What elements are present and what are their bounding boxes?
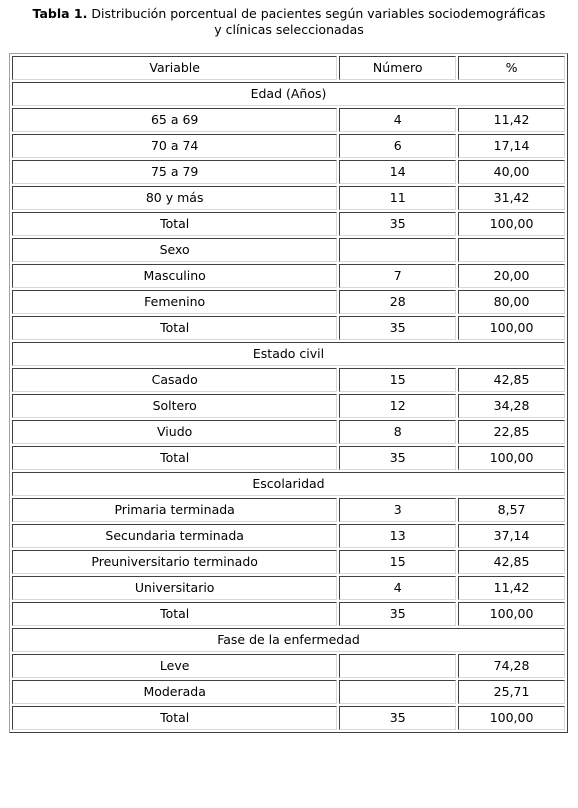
table-row (12, 680, 565, 704)
caption-text: Distribución porcentual de pacientes según variables sociodemográficas (91, 6, 546, 21)
table-header-row (12, 56, 565, 80)
cell-numero: 35 (339, 212, 456, 236)
cell-percent: 11,42 (458, 576, 565, 600)
table-row (12, 108, 565, 132)
section-label: Estado civil (12, 342, 565, 366)
table-row (12, 368, 565, 392)
table-row (12, 316, 565, 340)
cell-numero: 35 (339, 316, 456, 340)
cell-numero: 15 (339, 550, 456, 574)
cell-percent: 25,71 (458, 680, 565, 704)
cell-percent: 22,85 (458, 420, 565, 444)
caption-text-line2: y clínicas seleccionadas (214, 22, 364, 37)
cell-numero: 6 (339, 134, 456, 158)
caption-label: Tabla 1. (32, 6, 88, 21)
table-row (12, 524, 565, 548)
header-percent: % (458, 56, 565, 80)
cell-percent: 34,28 (458, 394, 565, 418)
cell-variable: Femenino (12, 290, 337, 314)
cell-variable: 80 y más (12, 186, 337, 210)
table-row (12, 654, 565, 678)
cell-numero: 14 (339, 160, 456, 184)
table-row (12, 576, 565, 600)
cell-variable: Leve (12, 654, 337, 678)
cell-variable: Total (12, 706, 337, 730)
cell-percent: 42,85 (458, 550, 565, 574)
cell-variable: Masculino (12, 264, 337, 288)
cell-variable: Casado (12, 368, 337, 392)
cell-numero (339, 654, 456, 678)
cell-variable: Preuniversitario terminado (12, 550, 337, 574)
table-section-row (12, 472, 565, 496)
table-section-row (12, 82, 565, 106)
cell-numero: 4 (339, 576, 456, 600)
cell-numero: 35 (339, 706, 456, 730)
cell-numero: 3 (339, 498, 456, 522)
cell-numero: 35 (339, 446, 456, 470)
cell-numero: 7 (339, 264, 456, 288)
cell-numero: 15 (339, 368, 456, 392)
table-section-row (12, 342, 565, 366)
cell-variable: Total (12, 212, 337, 236)
table-row (12, 186, 565, 210)
cell-percent: 40,00 (458, 160, 565, 184)
cell-numero (339, 680, 456, 704)
cell-variable: 75 a 79 (12, 160, 337, 184)
table-row (12, 394, 565, 418)
cell-percent: 100,00 (458, 602, 565, 626)
table-row (12, 498, 565, 522)
section-label: Escolaridad (12, 472, 565, 496)
cell-percent: 11,42 (458, 108, 565, 132)
cell-variable: Total (12, 602, 337, 626)
table-row (12, 290, 565, 314)
cell-variable: Total (12, 446, 337, 470)
cell-percent: 42,85 (458, 368, 565, 392)
table-row (12, 264, 565, 288)
cell-variable: Viudo (12, 420, 337, 444)
cell-numero: 4 (339, 108, 456, 132)
cell-variable: Total (12, 316, 337, 340)
section-label: Fase de la enfermedad (12, 628, 565, 652)
cell-numero (339, 238, 456, 262)
table-caption (0, 6, 578, 38)
cell-variable: 70 a 74 (12, 134, 337, 158)
cell-numero: 12 (339, 394, 456, 418)
table-row (12, 160, 565, 184)
cell-percent: 31,42 (458, 186, 565, 210)
cell-percent: 80,00 (458, 290, 565, 314)
cell-percent: 20,00 (458, 264, 565, 288)
table-row (12, 212, 565, 236)
cell-percent: 8,57 (458, 498, 565, 522)
table-row (12, 550, 565, 574)
cell-percent: 100,00 (458, 316, 565, 340)
table-section-row (12, 628, 565, 652)
cell-numero: 28 (339, 290, 456, 314)
cell-percent: 100,00 (458, 446, 565, 470)
table-container (9, 53, 568, 733)
cell-percent: 74,28 (458, 654, 565, 678)
cell-percent: 100,00 (458, 212, 565, 236)
table-row (12, 706, 565, 730)
header-numero: Número (339, 56, 456, 80)
cell-percent: 37,14 (458, 524, 565, 548)
table-row (12, 602, 565, 626)
cell-percent (458, 238, 565, 262)
table-row (12, 134, 565, 158)
cell-numero: 35 (339, 602, 456, 626)
table-body (12, 56, 565, 730)
cell-variable: Secundaria terminada (12, 524, 337, 548)
cell-variable: Primaria terminada (12, 498, 337, 522)
cell-percent: 17,14 (458, 134, 565, 158)
table-row (12, 446, 565, 470)
cell-numero: 8 (339, 420, 456, 444)
table-row (12, 420, 565, 444)
cell-variable: Sexo (12, 238, 337, 262)
cell-variable: Universitario (12, 576, 337, 600)
cell-percent: 100,00 (458, 706, 565, 730)
cell-numero: 13 (339, 524, 456, 548)
table-row (12, 238, 565, 262)
header-variable: Variable (12, 56, 337, 80)
cell-variable: Moderada (12, 680, 337, 704)
section-label: Edad (Años) (12, 82, 565, 106)
cell-variable: 65 a 69 (12, 108, 337, 132)
cell-numero: 11 (339, 186, 456, 210)
data-table (9, 53, 568, 733)
cell-variable: Soltero (12, 394, 337, 418)
